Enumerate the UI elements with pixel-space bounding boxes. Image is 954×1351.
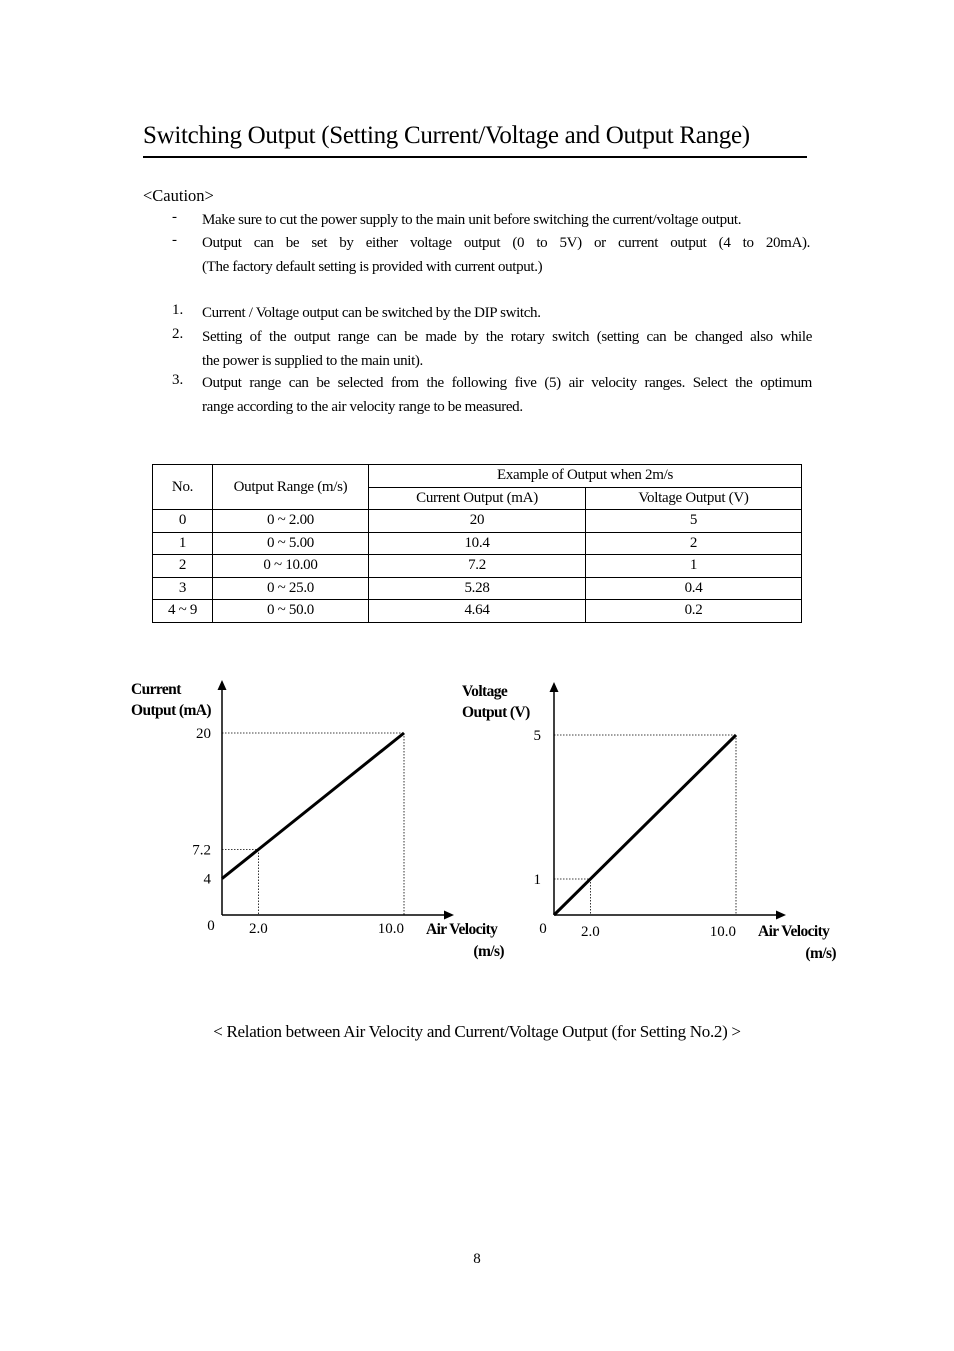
cell-current: 7.2 xyxy=(369,555,586,578)
header-voltage-output: Voltage Output (V) xyxy=(586,487,802,510)
caution-bullet-2-line-1: Output can be set by either voltage output (0 to 5V) or current output (4 to 20mA). xyxy=(202,235,810,251)
cell-current: 10.4 xyxy=(369,532,586,555)
cell-range: 0 ~ 2.00 xyxy=(213,510,369,533)
cell-current: 5.28 xyxy=(369,577,586,600)
y-axis-arrow-icon xyxy=(218,680,227,690)
cell-voltage: 2 xyxy=(586,532,802,555)
step-3-line-2: range according to the air velocity range to be measured. xyxy=(202,398,523,415)
y-tick-label: 20 xyxy=(196,726,211,742)
series-line xyxy=(222,733,404,879)
step-marker: 1. xyxy=(172,302,184,318)
cell-range: 0 ~ 25.0 xyxy=(213,577,369,600)
y-tick-label: 4 xyxy=(203,871,211,888)
step-1-line: Current / Voltage output can be switched by the DIP switch. xyxy=(202,305,541,321)
x-axis-title: Air Velocity xyxy=(758,923,830,940)
step-marker: 2. xyxy=(172,326,184,342)
cell-voltage: 0.2 xyxy=(586,600,802,623)
cell-range: 0 ~ 10.00 xyxy=(213,555,369,578)
cell-no: 3 xyxy=(153,577,213,600)
header-no: No. xyxy=(153,465,213,510)
cell-no: 0 xyxy=(153,510,213,533)
y-axis-arrow-icon xyxy=(550,682,559,692)
y-tick-label: 5 xyxy=(533,728,541,744)
header-example-output: Example of Output when 2m/s xyxy=(369,465,802,488)
caution-bullet-1-line: Make sure to cut the power supply to the main unit before switching the current/voltage output. xyxy=(202,212,742,228)
origin-label: 0 xyxy=(207,918,215,934)
y-tick-label: 7.2 xyxy=(192,842,211,859)
series-line xyxy=(554,735,736,915)
cell-range: 0 ~ 5.00 xyxy=(213,532,369,555)
header-output-range: Output Range (m/s) xyxy=(213,465,369,510)
header-current-output: Current Output (mA) xyxy=(369,487,586,510)
x-axis-arrow-icon xyxy=(776,911,786,920)
step-3-line-1: Output range can be selected from the following five (5) air velocity ranges. Select the optimum xyxy=(202,375,812,391)
figure-caption: < Relation between Air Velocity and Current/Voltage Output (for Setting No.2) > xyxy=(213,1022,741,1041)
y-axis-title: Output (mA) xyxy=(131,702,211,719)
step-2-line-1: Setting of the output range can be made by the rotary switch (setting can be changed also while xyxy=(202,329,812,345)
x-axis-title-unit: (m/s) xyxy=(473,943,504,960)
x-tick-label: 10.0 xyxy=(709,924,736,940)
page-number: 8 xyxy=(473,1251,481,1267)
caution-heading: <Caution> xyxy=(143,186,214,205)
cell-voltage: 0.4 xyxy=(586,577,802,600)
cell-no: 1 xyxy=(153,532,213,555)
y-axis-title: Voltage xyxy=(462,683,508,700)
origin-label: 0 xyxy=(539,921,547,937)
page-title: Switching Output (Setting Current/Voltage and Output Range) xyxy=(143,122,807,158)
cell-current: 20 xyxy=(369,510,586,533)
caution-bullet-marker: - xyxy=(172,232,177,248)
caution-bullet-marker: - xyxy=(172,209,177,225)
cell-current: 4.64 xyxy=(369,600,586,623)
y-tick-label: 1 xyxy=(533,872,541,888)
caution-bullet-2-line-2: (The factory default setting is provided with current output.) xyxy=(202,258,543,275)
x-tick-label: 2.0 xyxy=(581,924,600,940)
cell-range: 0 ~ 50.0 xyxy=(213,600,369,623)
step-marker: 3. xyxy=(172,372,184,388)
cell-voltage: 1 xyxy=(586,555,802,578)
x-tick-label: 10.0 xyxy=(377,921,404,937)
step-2-line-2: the power is supplied to the main unit). xyxy=(202,352,423,369)
cell-no: 2 xyxy=(153,555,213,578)
cell-no: 4 ~ 9 xyxy=(153,600,213,623)
cell-voltage: 5 xyxy=(586,510,802,533)
x-tick-label: 2.0 xyxy=(249,921,268,937)
y-axis-title: Current xyxy=(131,681,181,698)
x-axis-arrow-icon xyxy=(444,911,454,920)
y-axis-title: Output (V) xyxy=(462,704,530,721)
x-axis-title: Air Velocity xyxy=(426,921,498,938)
x-axis-title-unit: (m/s) xyxy=(805,945,836,962)
